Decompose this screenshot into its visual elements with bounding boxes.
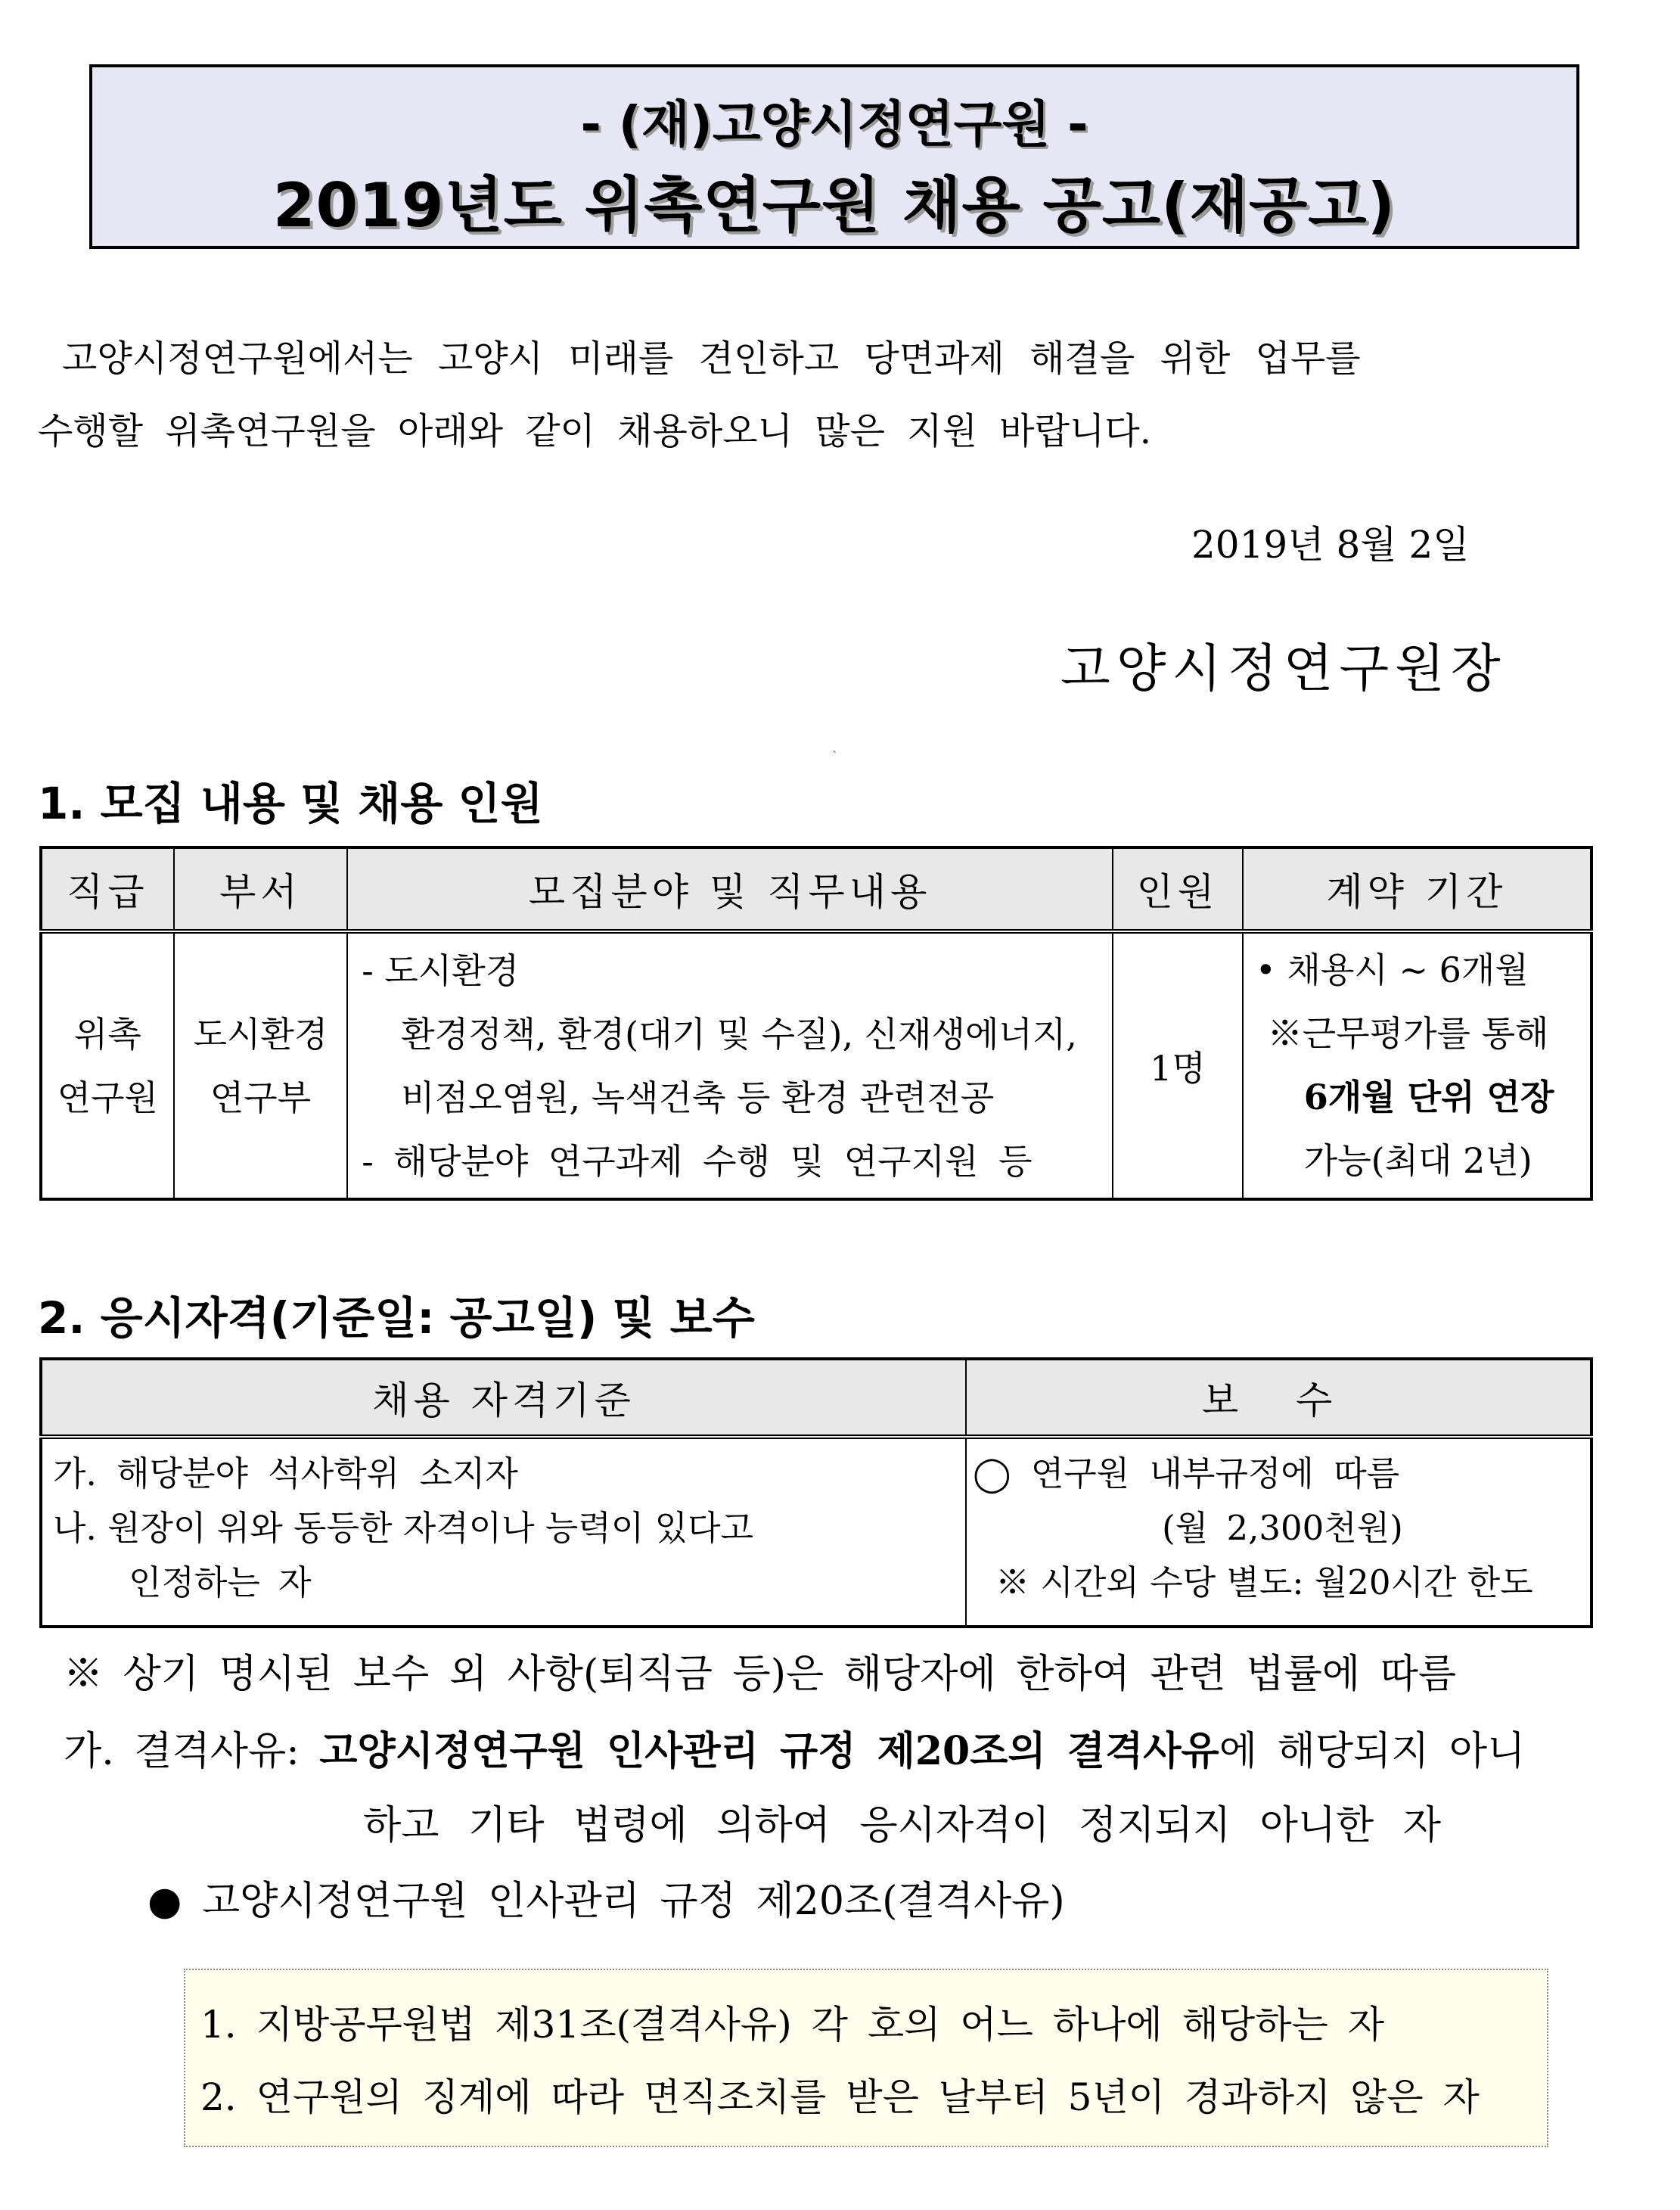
period-line: • 채용시 ~ 6개월 — [1255, 950, 1529, 990]
disqualification-line-2: 하고 기타 법령에 의하여 응시자격이 정지되지 아니한 자 — [363, 1803, 1442, 1848]
period-line: ※근무평가를 통해 — [1267, 1013, 1549, 1054]
cell-duties — [347, 931, 1113, 1199]
rule-item: 2. 연구원의 징계에 따라 면직조치를 받은 날부터 5년이 경과하지 않은 자 — [200, 2075, 1480, 2119]
org-line: - (재)고양시정연구원 - — [580, 95, 1088, 154]
duty-line: 비점오염원, 녹색건축 등 환경 관련전공 — [401, 1077, 995, 1118]
cell-rank — [41, 931, 174, 1199]
issuer: 고양시정연구원장 — [1060, 639, 1507, 699]
rule-box — [184, 1969, 1548, 2147]
duty-line: 환경정책, 환경(대기 및 수질), 신재생에너지, — [401, 1013, 1077, 1055]
header-dept: 부서 — [174, 847, 348, 931]
cell-count: 1명 — [1113, 931, 1243, 1199]
duty-line: - 해당분야 연구과제 수행 및 연구지원 등 — [362, 1140, 1033, 1182]
intro-line-1: 고양시정연구원에서는 고양시 미래를 견인하고 당면과제 해결을 위한 업무를 — [62, 337, 1361, 380]
rank-line: 위촉 — [73, 1013, 141, 1055]
pay-line: ◯ 연구원 내부규정에 따름 — [973, 1453, 1400, 1494]
cell-period — [1243, 931, 1591, 1199]
dept-line: 도시환경 — [193, 1013, 328, 1055]
table-header-row — [41, 847, 1591, 931]
section-2-heading: 2. 응시자격(기준일: 공고일) 및 보수 — [38, 1292, 755, 1344]
header-rank: 직급 — [41, 847, 174, 931]
qualification-line: 나. 원장이 위와 동등한 자격이나 능력이 있다고 — [53, 1508, 754, 1548]
pay-note: ※ 상기 명시된 보수 외 사항(퇴직금 등)은 해당자에 한하여 관련 법률에 따름 — [64, 1652, 1457, 1697]
rule-item: 1. 지방공무원법 제31조(결격사유) 각 호의 어느 하나에 해당하는 자 — [200, 2003, 1384, 2047]
table-header-row — [41, 1359, 1591, 1437]
period-line: 가능(최대 2년) — [1303, 1140, 1532, 1181]
qualification-line: 가. 해당분야 석사학위 소지자 — [53, 1453, 518, 1494]
period-line: 6개월 단위 연장 — [1303, 1077, 1554, 1117]
rank-line: 연구원 — [57, 1077, 158, 1118]
table-row — [41, 1437, 1591, 1627]
page-title: 2019년도 위촉연구원 채용 공고(재공고) — [272, 170, 1396, 241]
cell-pay — [966, 1437, 1591, 1627]
disqualification-prefix: 가. 결격사유: — [64, 1729, 320, 1774]
disqualification-suffix: 에 해당되지 아니 — [1219, 1729, 1526, 1774]
pay-line: (월 2,300천원) — [1162, 1508, 1403, 1548]
intro-line-2: 수행할 위촉연구원을 아래와 같이 채용하오니 많은 지원 바랍니다. — [38, 410, 1152, 452]
disqualification-line-1 — [64, 1719, 1525, 1776]
title-box — [89, 64, 1579, 249]
header-duties: 모집분야 및 직무내용 — [347, 847, 1113, 931]
rule-bullet: ● 고양시정연구원 인사관리 규정 제20조(결격사유) — [148, 1879, 1065, 1924]
cell-qualifications — [41, 1437, 966, 1627]
qualification-line: 인정하는 자 — [129, 1562, 312, 1602]
header-count: 인원 — [1113, 847, 1243, 931]
header-pay: 보 수 — [966, 1359, 1591, 1437]
pay-line: ※ 시간외 수당 별도: 월20시간 한도 — [995, 1562, 1533, 1602]
header-period: 계약 기간 — [1243, 847, 1591, 931]
stray-mark: ` — [832, 749, 838, 763]
qualification-table — [39, 1357, 1593, 1628]
disqualification-rule-ref: 고양시정연구원 인사관리 규정 제20조의 결격사유 — [319, 1728, 1219, 1774]
duty-line: - 도시환경 — [362, 950, 520, 991]
table-row — [41, 931, 1591, 1199]
recruit-table — [39, 846, 1593, 1201]
header-qualification: 채용 자격기준 — [41, 1359, 966, 1437]
cell-dept — [174, 931, 348, 1199]
dept-line: 연구부 — [210, 1077, 312, 1118]
section-1-heading: 1. 모집 내용 및 채용 인원 — [38, 778, 543, 829]
announcement-date: 2019년 8월 2일 — [1191, 523, 1470, 567]
